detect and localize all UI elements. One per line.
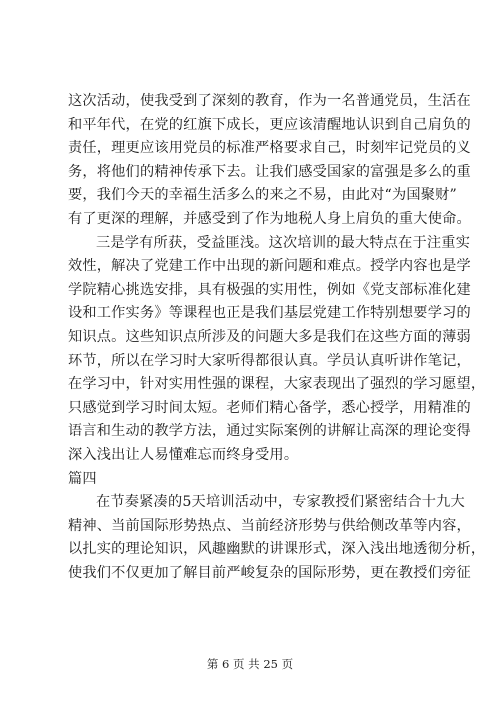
body-line: 在学习中，针对实用性强的课程，大家表现出了强烈的学习愿望， (68, 376, 486, 393)
body-line: 环节，所以在学习时大家听得都很认真。学员认真听讲作笔记， (68, 352, 471, 369)
body-line: 要，我们今天的幸福生活多么的来之不易，由此对“为国聚财” (68, 187, 457, 204)
body-line: 有了更深的理解，并感受到了作为地税人身上肩负的重大使命。 (68, 210, 471, 227)
body-line: 深入浅出让人易懂难忘而终身受用。 (68, 446, 299, 463)
body-line: 三是学有所获，受益匪浅。这次培训的最大特点在于注重实 (96, 234, 471, 251)
body-line: 在节奏紧凑的5天培训活动中，专家教授们紧密结合十九大 (96, 494, 465, 511)
body-line: 知识点。这些知识点所涉及的问题大多是我们在这些方面的薄弱 (68, 328, 471, 345)
body-line: 设和工作实务》等课程也正是我们基层党建工作特别想要学习的 (68, 305, 471, 322)
body-line: 责任，理更应该用党员的标准严格要求自己，时刻牢记党员的义 (68, 140, 471, 157)
body-line: 效性，解决了党建工作中出现的新问题和难点。授学内容也是学 (68, 258, 471, 275)
body-line: 学院精心挑选安排，具有极强的实用性，例如《党支部标准化建 (68, 281, 471, 298)
body-line: 以扎实的理论知识，风趣幽默的讲课形式，深入浅出地透彻分析， (68, 541, 486, 558)
page-footer: 第 6 页 共 25 页 (206, 657, 294, 671)
section-heading: 篇四 (68, 470, 97, 487)
body-line: 和平年代，在党的红旗下成长，更应该清醒地认识到自己肩负的 (68, 116, 471, 133)
body-line: 务，将他们的精神传承下去。让我们感受国家的富强是多么的重 (68, 163, 471, 180)
body-line: 精神、当前国际形势热点、当前经济形势与供给侧改革等内容， (68, 517, 471, 534)
body-line: 使我们不仅更加了解目前严峻复杂的国际形势，更在教授们旁征 (68, 564, 471, 581)
body-line: 只感觉到学习时间太短。老师们精心备学，悉心授学，用精准的 (68, 399, 471, 416)
body-line: 这次活动，使我受到了深刻的教育，作为一名普通党员，生活在 (68, 93, 471, 109)
body-line: 语言和生动的教学方法，通过实际案例的讲解让高深的理论变得 (68, 423, 471, 440)
